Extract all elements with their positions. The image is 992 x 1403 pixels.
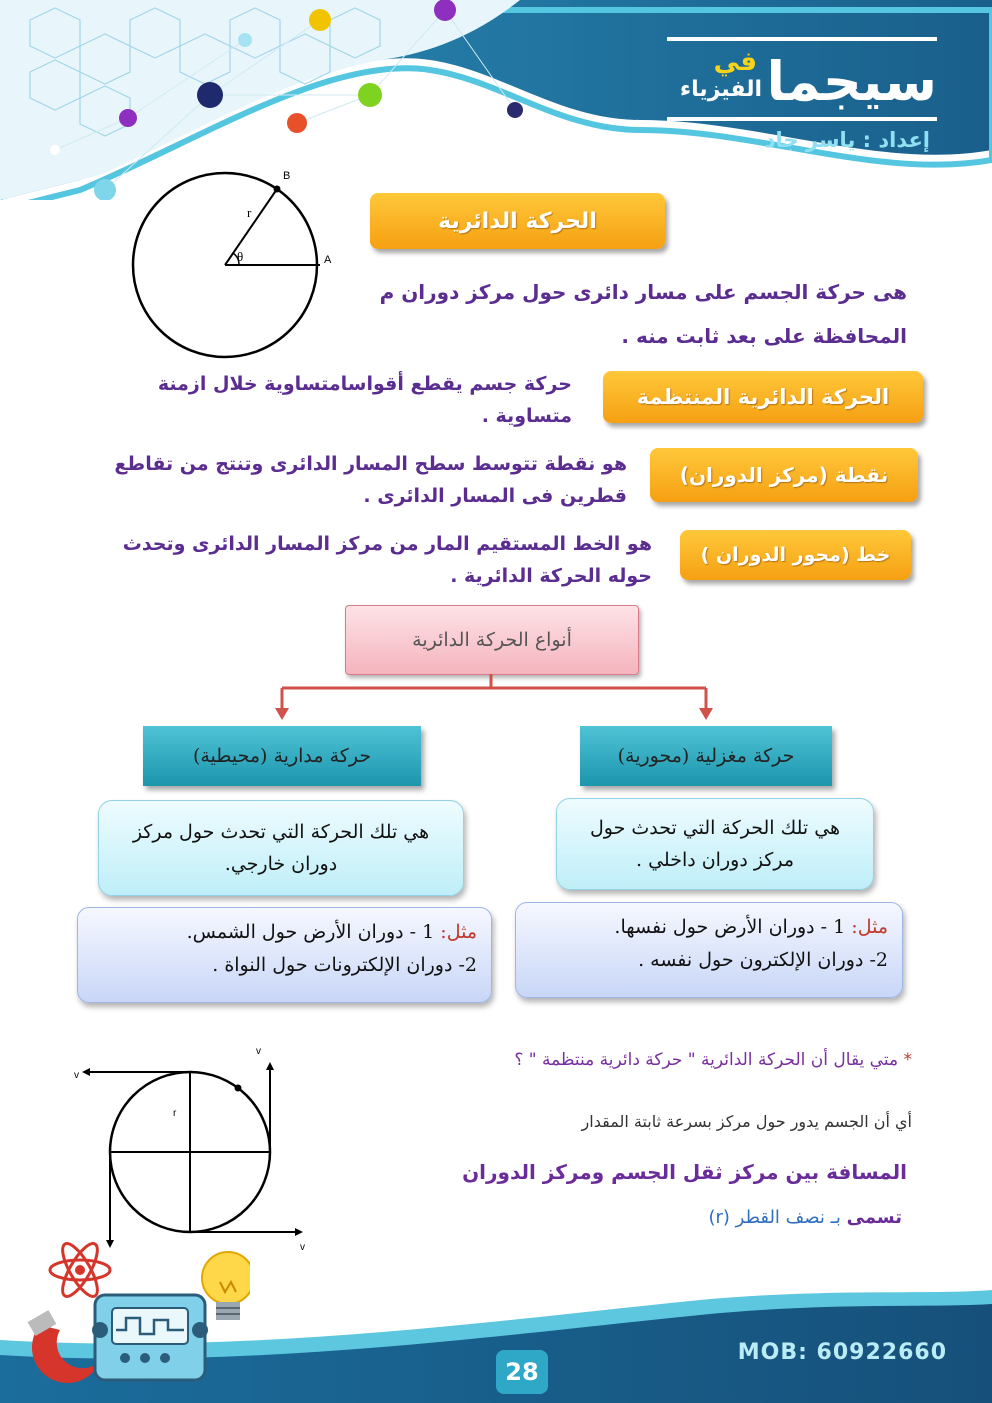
label-v-bottom: v xyxy=(300,1242,305,1253)
called-value: بـ نصف القطر (r) xyxy=(708,1207,841,1228)
question-text: متي يقال أن الحركة الدائرية " حركة دائرية منتظمة " ؟ xyxy=(514,1050,899,1070)
question-star: * xyxy=(903,1050,912,1070)
title-circular-motion: الحركة الدائرية xyxy=(370,193,665,249)
orbital-desc-line1: هي تلك الحركة التي تحدث حول مركز xyxy=(132,821,430,843)
orbital-example-line2: 2- دوران الإلكترونات حول النواة . xyxy=(212,954,477,976)
def-axis-line1: هو الخط المستقيم المار من مركز المسار الدائرى وتحدث xyxy=(122,533,652,555)
question-uniform xyxy=(514,1050,912,1070)
def-uniform-line1: حركة جسم يقطع أقواسامتساوية خلال ازمنة xyxy=(157,373,572,395)
brand-title: سيجما xyxy=(766,50,937,113)
spin-example-line1: 1 - دوران الأرض حول نفسها. xyxy=(614,916,846,938)
type-spin-title: حركة مغزلية (محورية) xyxy=(580,726,832,786)
def-center-line2: قطرين فى المسار الدائرى . xyxy=(363,485,627,507)
label-r: r xyxy=(247,205,252,220)
spin-desc-line1: هي تلك الحركة التي تحدث حول xyxy=(589,817,841,839)
radius-name xyxy=(708,1207,902,1228)
atom-icon xyxy=(50,1239,110,1301)
orbital-example-line1: 1 - دوران الأرض حول الشمس. xyxy=(186,921,435,943)
label-theta: θ xyxy=(237,249,244,264)
brand-rule-bottom xyxy=(667,117,937,121)
orbital-example-label: مثل: xyxy=(440,921,477,943)
label-a: A xyxy=(324,254,332,266)
magnet-icon xyxy=(28,1310,105,1383)
label-r2: r xyxy=(173,1108,177,1119)
mobile-number: MOB: 60922660 xyxy=(737,1340,947,1365)
types-root-box: أنواع الحركة الدائرية xyxy=(345,605,639,675)
spin-example-label: مثل: xyxy=(851,916,888,938)
def-circular-motion-line2: المحافظة على بعد ثابت منه . xyxy=(621,324,907,348)
page-number: 28 xyxy=(496,1350,548,1394)
type-orbital-title: حركة مدارية (محيطية) xyxy=(143,726,421,786)
type-spin-desc xyxy=(556,798,874,890)
orbital-desc-line2: دوران خارجي. xyxy=(224,853,338,875)
def-uniform-line2: متساوية . xyxy=(481,405,572,427)
distance-text: المسافة بين مركز ثقل الجسم ومركز الدوران xyxy=(462,1160,907,1184)
answer-text: أي أن الجسم يدور حول مركز بسرعة ثابتة المقدار xyxy=(581,1112,912,1131)
lightbulb-icon xyxy=(202,1252,250,1320)
brand-logo xyxy=(657,47,937,125)
spin-desc-line2: مركز دوران داخلي . xyxy=(636,849,795,871)
spin-example-line2: 2- دوران الإلكترون حول نفسه . xyxy=(638,949,888,971)
def-axis-line2: حوله الحركة الدائرية . xyxy=(450,565,652,587)
brand-fi: في xyxy=(713,47,757,77)
title-uniform-motion: الحركة الدائرية المنتظمة xyxy=(603,371,923,423)
def-circular-motion-line1: هى حركة الجسم على مسار دائرى حول مركز دوران م xyxy=(379,280,907,304)
brand-subtitle: الفيزياء xyxy=(679,77,762,102)
tree-connectors xyxy=(270,672,720,724)
label-b: B xyxy=(283,170,291,182)
called-prefix: تسمى xyxy=(846,1207,902,1228)
author-credit: إعداد : ياسر جاد xyxy=(764,128,930,152)
def-center-line1: هو نقطة تتوسط سطح المسار الدائرى وتنتج من تقاطع xyxy=(114,453,627,475)
type-spin-examples xyxy=(515,902,903,998)
label-v-top: v xyxy=(256,1046,261,1057)
title-rotation-center: نقطة (مركز الدوران) xyxy=(650,448,918,502)
science-icons-cluster xyxy=(20,1230,250,1400)
oscilloscope-icon xyxy=(92,1295,208,1380)
type-orbital-examples xyxy=(77,907,492,1003)
label-v-left: v xyxy=(74,1070,79,1081)
brand-rule-top xyxy=(667,37,937,41)
type-orbital-desc xyxy=(98,800,464,896)
circle-angle-diagram xyxy=(125,165,340,365)
title-rotation-axis: خط (محور الدوران ) xyxy=(680,530,911,580)
